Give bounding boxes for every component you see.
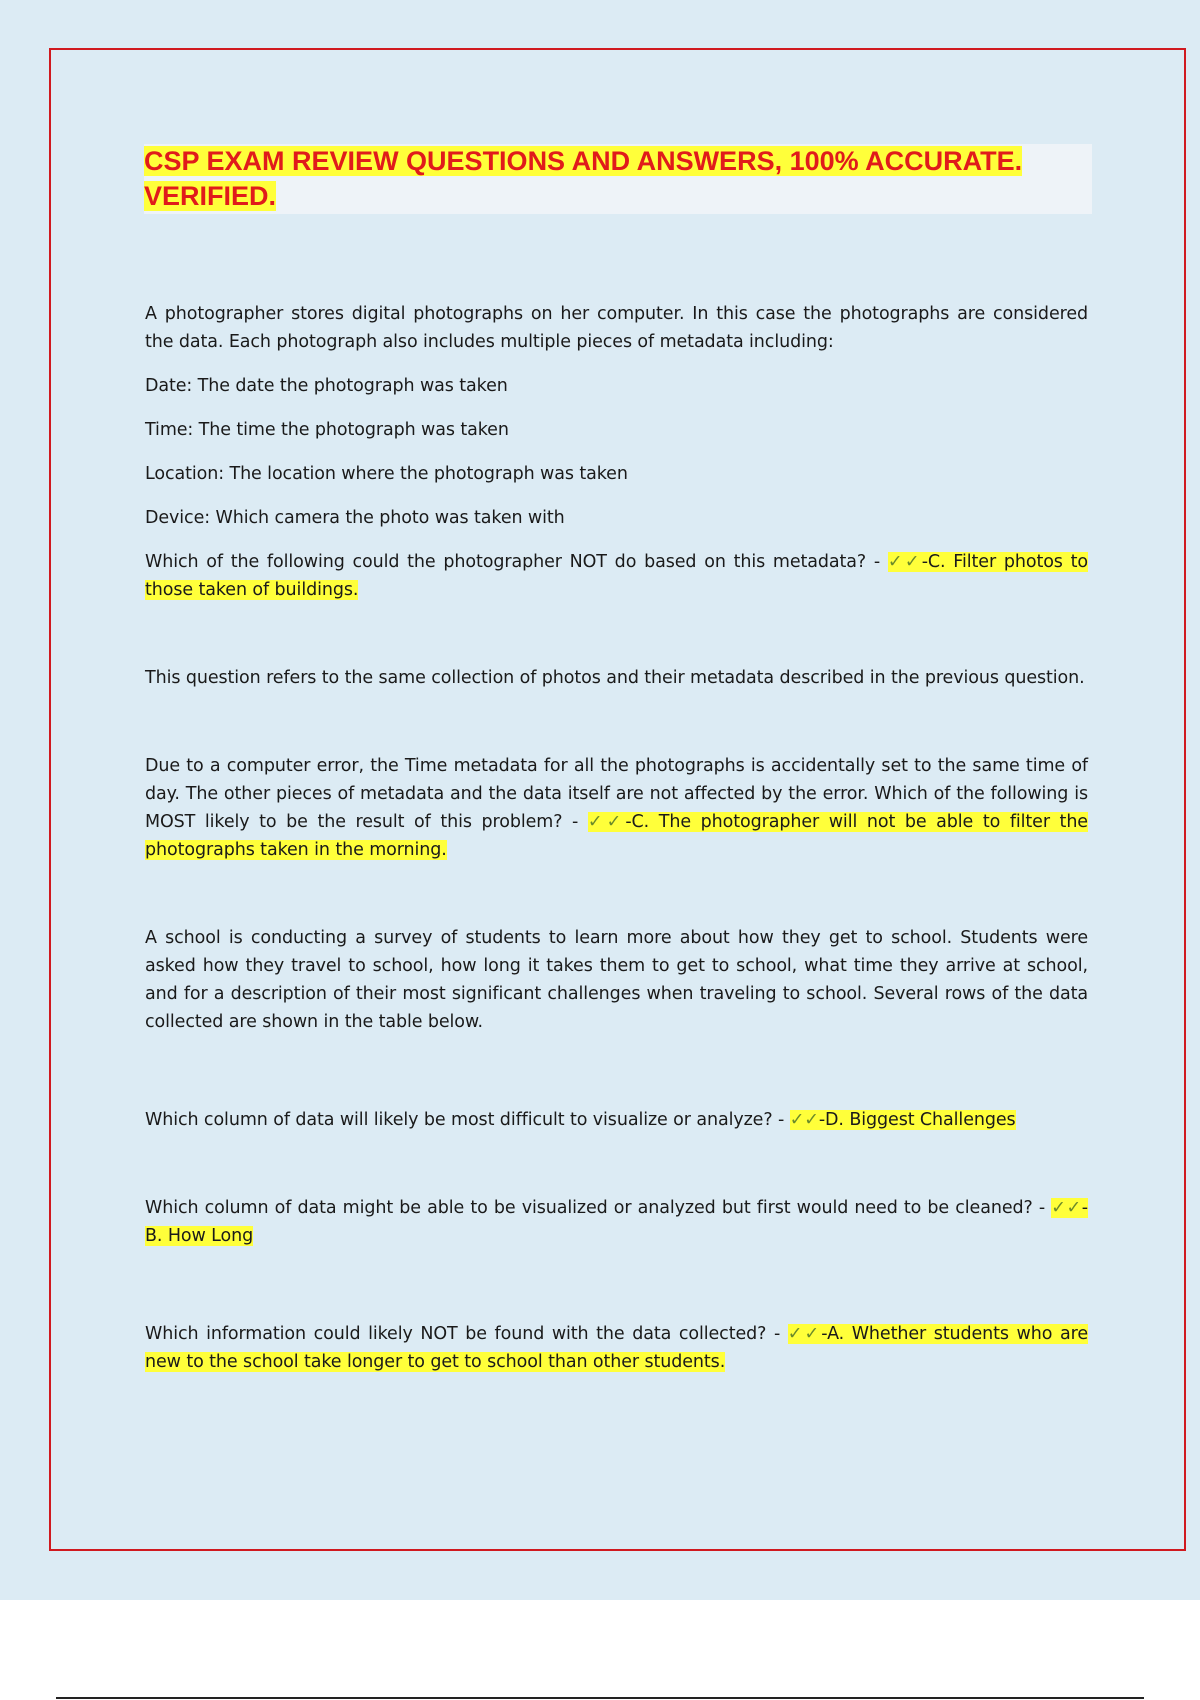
- question-3-intro: A school is conducting a survey of students to learn more about how they get to school. Students were asked how they travel to school, how long it takes them to get to school, what time they arrive at school, and for a description of their most significant challenges when traveling to school. Several rows of the data collected are shown in the table below.: [145, 928, 1088, 1032]
- answer-2-text: -C. The photographer will not be able to filter the photographs taken in the morning.: [145, 812, 1088, 860]
- answer-4-text: -B. How Long: [145, 1198, 1088, 1246]
- title-block: [144, 144, 1092, 214]
- question-1-intro: A photographer stores digital photographs on her computer. In this case the photographs are considered the data. Each photograph also includes multiple pieces of metadata including:: [145, 304, 1088, 352]
- answer-3: [790, 1110, 1016, 1130]
- question-3-text: Which column of data will likely be most difficult to visualize or analyze? -: [145, 1110, 790, 1130]
- metadata-location: Location: The location where the photograph was taken: [145, 464, 628, 484]
- answer-3-text: -D. Biggest Challenges: [818, 1110, 1016, 1130]
- document-title: CSP EXAM REVIEW QUESTIONS AND ANSWERS, 100% ACCURATE. VERIFIED.: [144, 146, 1023, 211]
- question-2-text: Due to a computer error, the Time metadata for all the photographs is accidentally set to the same time of day. The other pieces of metadata and the data itself are not affected by the error. Which of the following is MOST likely to be the result of this problem? -: [145, 756, 1088, 832]
- question-1: [145, 548, 1088, 604]
- checkmark-icon: ✓✓: [787, 1324, 822, 1344]
- question-4-text: Which column of data might be able to be visualized or analyzed but first would need to be cleaned? -: [145, 1198, 1052, 1218]
- question-5: [145, 1320, 1088, 1376]
- footer-rule: [56, 1697, 1144, 1699]
- answer-5-text: -A. Whether students who are new to the school take longer to get to school than other students.: [145, 1324, 1088, 1372]
- metadata-device: Device: Which camera the photo was taken with: [145, 508, 565, 528]
- checkmark-icon: ✓✓: [587, 812, 626, 832]
- document-body: [145, 300, 1088, 1376]
- question-4: [145, 1194, 1088, 1250]
- question-3: [145, 1106, 1088, 1134]
- metadata-time: Time: The time the photograph was taken: [145, 420, 509, 440]
- question-2-intro: This question refers to the same collection of photos and their metadata described in the previous question.: [145, 668, 1085, 688]
- checkmark-icon: ✓✓: [789, 1110, 819, 1130]
- answer-1-text: -C. Filter photos to those taken of buildings.: [145, 552, 1088, 600]
- checkmark-icon: ✓✓: [1051, 1198, 1082, 1218]
- question-5-text: Which information could likely NOT be found with the data collected? -: [145, 1324, 788, 1344]
- metadata-date: Date: The date the photograph was taken: [145, 376, 508, 396]
- question-1-text: Which of the following could the photographer NOT do based on this metadata? -: [145, 552, 888, 572]
- checkmark-icon: ✓✓: [887, 552, 922, 572]
- question-2: [145, 752, 1088, 864]
